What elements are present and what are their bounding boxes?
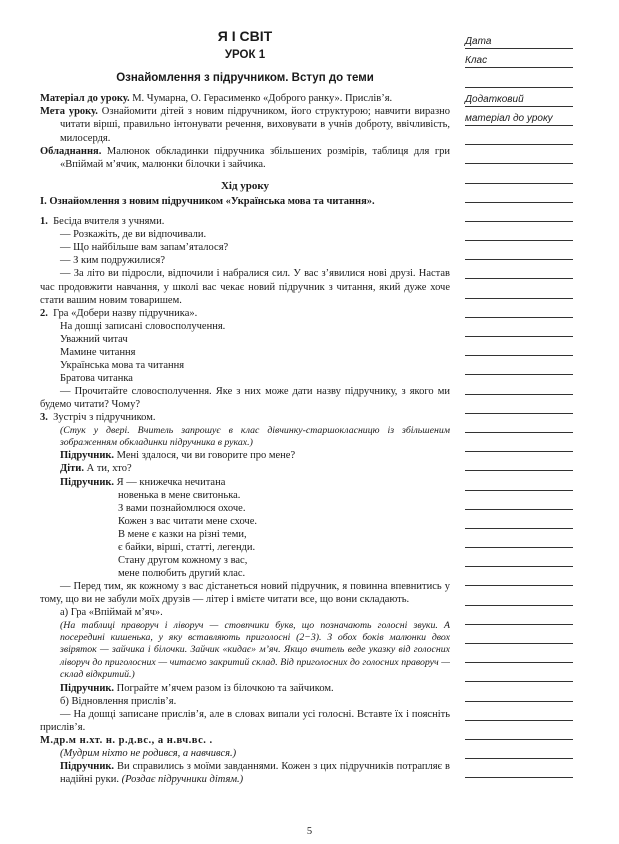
extra-material-label-line	[465, 88, 573, 107]
margin-line[interactable]	[465, 395, 573, 414]
goal-text: Ознайомити дітей з новим підручником, його структурою; навчити виразно читати вірші, правильно інтонувати речення, виховувати в учнів доброту, ввічливість, милосердя.	[60, 106, 450, 144]
material-line	[40, 92, 450, 105]
margin-line[interactable]	[465, 586, 573, 605]
margin-line[interactable]	[465, 471, 573, 490]
margin-line[interactable]	[465, 510, 573, 529]
step-1-heading	[40, 215, 450, 228]
margin-line[interactable]	[465, 164, 573, 183]
question: — Розкажіть, де ви відпочивали.	[60, 229, 207, 241]
phrase-option: Українська мова та читання	[60, 360, 185, 372]
speaker: Підручник.	[60, 761, 115, 773]
phrase-option: Мамине читання	[60, 346, 136, 358]
margin-line[interactable]	[465, 222, 573, 241]
margin-line[interactable]	[465, 529, 573, 548]
class-label: Клас	[465, 55, 488, 67]
question: — Що найбільше вам запам’яталося?	[60, 242, 229, 254]
dialogue-line	[40, 682, 450, 695]
margin-line[interactable]	[465, 279, 573, 298]
dialogue-line	[40, 462, 450, 475]
proverb-gapped: М.др.м н.хт. н. р.д.вс., а н.вч.вс. .	[40, 734, 213, 746]
margin-line[interactable]	[465, 241, 573, 260]
extra-material-label: Додатковий	[465, 93, 524, 105]
margin-line[interactable]	[465, 433, 573, 452]
margin-line[interactable]	[465, 299, 573, 318]
speech: Ви справились з моїми завданнями. Кожен з цих підручників потрапляє в надійні руки.	[60, 761, 450, 786]
step-number: 1.	[40, 216, 48, 228]
margin-line[interactable]	[465, 491, 573, 510]
speech: Мені здалося, чи ви говорите про мене?	[114, 450, 296, 462]
speaker: Підручник.	[60, 450, 115, 462]
margin-line[interactable]	[465, 184, 573, 203]
equipment-label: Обладнання.	[40, 145, 102, 157]
margin-line[interactable]	[465, 625, 573, 644]
margin-line[interactable]	[465, 702, 573, 721]
speaker: Підручник.	[60, 476, 115, 488]
margin-line[interactable]	[465, 337, 573, 356]
poem-line: новенька в мене свитонька.	[118, 489, 241, 501]
dialogue-line	[40, 760, 450, 786]
game-heading: а) Гра «Впіймай м’яч».	[60, 607, 163, 619]
poem-line: є байки, вірші, статті, легенди.	[118, 542, 256, 553]
poem-line: Стану другом кожному з вас,	[118, 555, 248, 567]
board-intro: На дошці записані словосполучення.	[60, 320, 226, 332]
textbook-speech: — Перед тим, як кожному з вас дістанеться новий підручник, я повинна впевнитись у тому, що ви не забули моїх друзів — літер і вмієте читати все, що вони складають.	[40, 581, 450, 606]
material-label: Матеріал до уроку.	[40, 93, 130, 105]
margin-line[interactable]	[465, 663, 573, 682]
stage-note: (Стук у двері. Вчитель запрошує в клас дівчинку-старшокласницю із збільшеним зображенням обкладинки підручника в руках.)	[60, 424, 450, 448]
margin-line[interactable]	[465, 414, 573, 433]
material-text: М. Чумарна, О. Герасименко «Доброго ранку». Прислів’я.	[129, 93, 393, 105]
speech: Я — книжечка нечитана	[114, 476, 226, 488]
step-2-heading	[40, 307, 450, 320]
extra-material-label: матеріал до уроку	[465, 112, 553, 124]
poem-line: Кожен з вас читати мене схоче.	[118, 515, 257, 527]
margin-line[interactable]	[465, 203, 573, 222]
step-3-heading	[40, 411, 450, 424]
margin-line[interactable]	[465, 126, 573, 145]
teacher-speech: — На дошці записане прислів’я, але в словах випали усі голосні. Вставте їх і поясніть прислів’я.	[40, 708, 450, 733]
margin-line[interactable]	[465, 644, 573, 663]
game-note: (На таблиці праворуч і ліворуч — стовпчики букв, що позначають голосні звуки. А посередині кишенька, у яку вставляють приголосні (2−3). З обох боків малюнки двох звіряток — зайчика і білочки. Зайчик «кидає» м’яч. Якщо вчитель веде указку від голосних ліворуч до приголосних — читаємо закритий склад. Від приголосних до голосних праворуч — склад відкритий.)	[60, 619, 450, 681]
step-title: Гра «Добери назву підручника».	[53, 307, 198, 319]
equipment-line	[40, 145, 450, 171]
proverb-answer: (Мудрим ніхто не родився, а навчився.)	[60, 748, 237, 760]
page-number: 5	[306, 826, 313, 837]
proverb-heading: б) Відновлення прислів’я.	[60, 695, 177, 707]
speaker: Діти.	[60, 463, 84, 475]
speech: А ти, хто?	[83, 463, 132, 475]
phrase-option: Братова читанка	[60, 373, 133, 385]
margin-line[interactable]	[465, 356, 573, 375]
speaker: Підручник.	[60, 682, 115, 694]
step-number: 3.	[40, 412, 48, 424]
section-heading: I. Ознайомлення з новим підручником «Українська мова та читання».	[40, 195, 375, 207]
step-title: Зустріч з підручником.	[53, 412, 156, 424]
lesson-topic: Ознайомлення з підручником. Вступ до теми	[116, 72, 374, 85]
margin-lines	[465, 126, 573, 778]
margin-notes-column	[465, 30, 573, 778]
margin-line[interactable]	[465, 375, 573, 394]
question: — З ким подружилися?	[60, 255, 166, 267]
margin-line[interactable]	[465, 606, 573, 625]
equipment-text: Малюнок обкладинки підручника збільшених розмірів, таблиця для гри «Впіймай м’ячик, малюнки білочки і зайчика.	[60, 145, 450, 170]
page-title: Я І СВІТ	[217, 28, 273, 44]
step-title: Бесіда вчителя з учнями.	[53, 216, 165, 228]
margin-line[interactable]	[465, 759, 573, 778]
extra-material-label-line	[465, 107, 573, 126]
poem-line: мене полюбить другий клас.	[118, 568, 246, 580]
teacher-speech: — Прочитайте словосполучення. Яке з них може дати назву підручнику, з якого ми будемо читати? Чому?	[40, 386, 450, 411]
margin-line[interactable]	[465, 682, 573, 701]
speech: Пограйте м’ячем разом із білочкою та зайчиком.	[114, 682, 334, 694]
margin-line[interactable]	[465, 318, 573, 337]
step-number: 2.	[40, 307, 48, 319]
margin-line[interactable]	[465, 452, 573, 471]
margin-line[interactable]	[465, 260, 573, 279]
date-field[interactable]	[465, 30, 573, 49]
teacher-speech: — За літо ви підросли, відпочили і набралися сил. У вас з’явилися нові друзі. Настав час продовжити навчання, у школі вас чекає новий підручник з читання, який дуже хоче стати вашим новим товаришем.	[40, 268, 450, 306]
margin-line[interactable]	[465, 567, 573, 586]
dialogue-line	[40, 476, 450, 489]
phrase-option: Уважний читач	[60, 333, 128, 345]
lesson-number: УРОК 1	[224, 49, 266, 62]
class-field[interactable]	[465, 49, 573, 68]
date-label: Дата	[465, 36, 492, 48]
margin-line[interactable]	[465, 721, 573, 740]
lesson-content	[40, 30, 450, 786]
goal-label: Мета уроку.	[40, 106, 98, 118]
poem-line: З вами познайомлюся охоче.	[118, 502, 246, 514]
dialogue-line	[40, 449, 450, 462]
margin-line[interactable]	[465, 740, 573, 759]
stage-note: (Роздає підручники дітям.)	[119, 774, 244, 786]
margin-line[interactable]	[465, 548, 573, 567]
margin-line[interactable]	[465, 145, 573, 164]
poem-line: В мене є казки на різні теми,	[118, 528, 247, 540]
course-title: Хід уроку	[220, 179, 270, 192]
goal-line	[40, 105, 450, 144]
margin-line[interactable]	[465, 68, 573, 87]
